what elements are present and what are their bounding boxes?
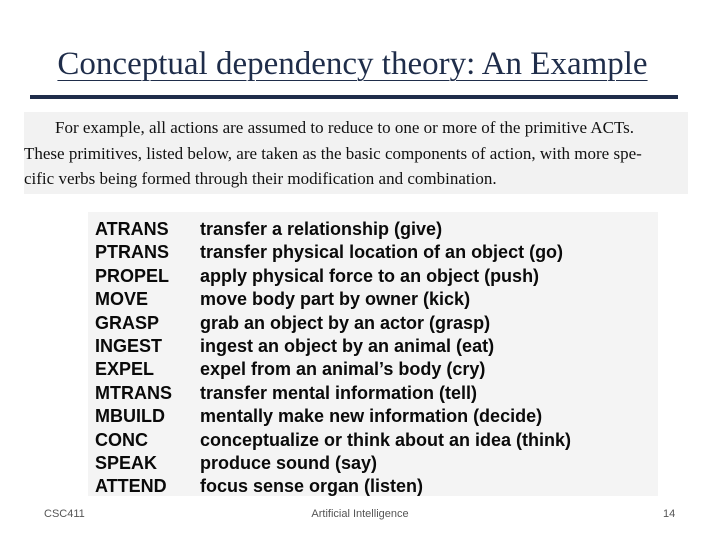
table-row xyxy=(88,475,658,498)
primitive-name: MBUILD xyxy=(95,406,165,427)
table-row xyxy=(88,335,658,358)
primitive-name: ATRANS xyxy=(95,219,169,239)
table-row xyxy=(88,241,658,264)
primitive-name: INGEST xyxy=(95,336,163,356)
table-row xyxy=(88,382,658,405)
title-divider xyxy=(30,95,678,99)
table-row xyxy=(88,265,658,288)
primitive-name: GRASP xyxy=(95,312,160,333)
intro-line: These primitives, listed below, are taken as the basic components of action, with more spe- xyxy=(24,144,642,163)
primitive-description: conceptualize or think about an idea (think) xyxy=(200,429,572,450)
primitive-description: mentally make new information (decide) xyxy=(200,406,543,427)
primitive-description: expel from an animal’s body (cry) xyxy=(200,359,486,380)
table-row xyxy=(88,429,658,452)
slide-number: 14 xyxy=(663,508,676,520)
primitive-description: transfer a relationship (give) xyxy=(200,219,443,239)
table-row xyxy=(88,452,658,475)
primitive-description: transfer mental information (tell) xyxy=(200,382,478,403)
primitive-name: ATTEND xyxy=(95,476,167,497)
intro-paragraph xyxy=(24,112,688,194)
primitive-description: apply physical force to an object (push) xyxy=(200,265,540,286)
table-row xyxy=(88,288,658,311)
primitive-name: EXPEL xyxy=(95,359,155,380)
primitive-name: SPEAK xyxy=(95,453,158,473)
primitive-description: transfer physical location of an object (go) xyxy=(200,242,564,263)
primitive-description: grab an object by an actor (grasp) xyxy=(200,312,491,333)
primitive-description: focus sense organ (listen) xyxy=(200,476,424,497)
primitives-table xyxy=(88,212,658,496)
primitive-description: ingest an object by an animal (eat) xyxy=(200,336,495,356)
table-row xyxy=(88,218,658,241)
slide-title: Conceptual dependency theory: An Example xyxy=(57,46,648,82)
intro-line: cific verbs being formed through their modification and combination. xyxy=(24,169,497,188)
primitive-description: move body part by owner (kick) xyxy=(200,289,471,310)
table-row xyxy=(88,405,658,428)
footer-subject: Artificial Intelligence xyxy=(311,508,409,520)
table-row xyxy=(88,358,658,381)
primitive-name: CONC xyxy=(95,429,148,450)
primitive-name: PROPEL xyxy=(95,265,170,286)
primitive-name: MOVE xyxy=(95,289,149,310)
table-row xyxy=(88,312,658,335)
primitive-name: MTRANS xyxy=(95,382,172,403)
footer-course: CSC411 xyxy=(44,508,85,520)
intro-line: For example, all actions are assumed to reduce to one or more of the primitive ACTs. xyxy=(55,118,635,137)
primitive-name: PTRANS xyxy=(95,242,170,263)
primitive-description: produce sound (say) xyxy=(200,453,378,473)
